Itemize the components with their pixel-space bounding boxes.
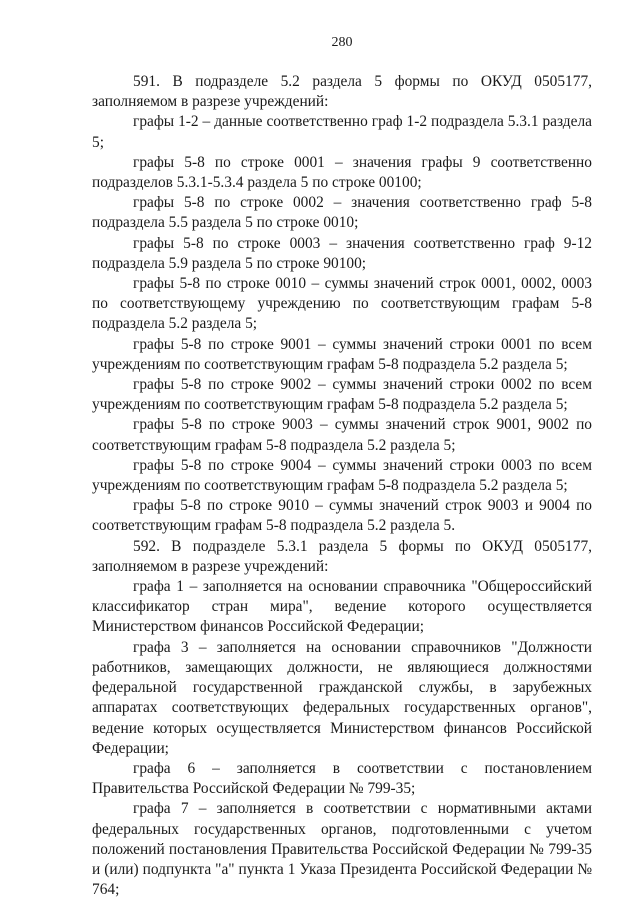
document-page <box>92 34 592 900</box>
paragraph-row-9010: графы 5-8 по строке 9010 – суммы значений строк 9003 и 9004 по соответствующим графам 5-8 подраздела 5.2 раздела 5. <box>92 497 592 535</box>
paragraph-row-0010: графы 5-8 по строке 0010 – суммы значений строк 0001, 0002, 0003 по соответствующему учреждению по соответствующим графам 5-8 подраздела 5.2 раздела 5; <box>92 275 592 333</box>
paragraph-row-9002: графы 5-8 по строке 9002 – суммы значений строки 0002 по всем учреждениям по соответствующим графам 5-8 подраздела 5.2 раздела 5; <box>92 376 592 414</box>
paragraph-591-intro: 591. В подразделе 5.2 раздела 5 формы по ОКУД 0505177, заполняемом в разрезе учреждений: <box>92 73 592 111</box>
paragraph-column-3: графа 3 – заполняется на основании справочников "Должности работников, замещающих должности, не являющиеся должностями федеральной государственной гражданской службы, в зарубежных аппаратах соответствующих федеральных государственных органов", ведение которых осуществляется Министерством финансов Российской Федерации; <box>92 638 592 757</box>
paragraph-column-6: графа 6 – заполняется в соответствии с постановлением Правительства Российской Федерации № 799-35; <box>92 759 592 798</box>
page-number: 280 <box>331 35 353 50</box>
paragraph-592-intro: 592. В подразделе 5.3.1 раздела 5 формы по ОКУД 0505177, заполняемом в разрезе учреждений: <box>92 537 592 575</box>
paragraph-columns-1-2: графы 1-2 – данные соответственно граф 1-2 подраздела 5.3.1 раздела 5; <box>92 113 592 151</box>
paragraph-column-1: графа 1 – заполняется на основании справочника "Общероссийский классификатор стран мира", ведение которого осуществляется Министерством финансов Российской Федерации; <box>92 578 592 636</box>
paragraph-row-9004: графы 5-8 по строке 9004 – суммы значений строки 0003 по всем учреждениям по соответствующим графам 5-8 подраздела 5.2 раздела 5; <box>92 456 592 495</box>
paragraph-row-9001: графы 5-8 по строке 9001 – суммы значений строки 0001 по всем учреждениям по соответствующим графам 5-8 подраздела 5.2 раздела 5; <box>92 335 592 373</box>
paragraph-row-0003: графы 5-8 по строке 0003 – значения соответственно граф 9-12 подраздела 5.9 раздела 5 по строке 90100; <box>92 234 592 272</box>
paragraph-row-9003: графы 5-8 по строке 9003 – суммы значений строк 9001, 9002 по соответствующим графам 5-8 подраздела 5.2 раздела 5; <box>92 416 592 454</box>
paragraph-row-0002: графы 5-8 по строке 0002 – значения соответственно граф 5-8 подраздела 5.5 раздела 5 по строке 0010; <box>92 194 592 232</box>
paragraph-row-0001: графы 5-8 по строке 0001 – значения графы 9 соответственно подразделов 5.3.1-5.3.4 раздела 5 по строке 00100; <box>92 153 592 192</box>
paragraph-column-7: графа 7 – заполняется в соответствии с нормативными актами федеральных государственных органов, подготовленными с учетом положений постановления Правительства Российской Федерации № 799-35 и (или) подпункта "а" пункта 1 Указа Президента Российской Федерации № 764; <box>92 800 592 899</box>
